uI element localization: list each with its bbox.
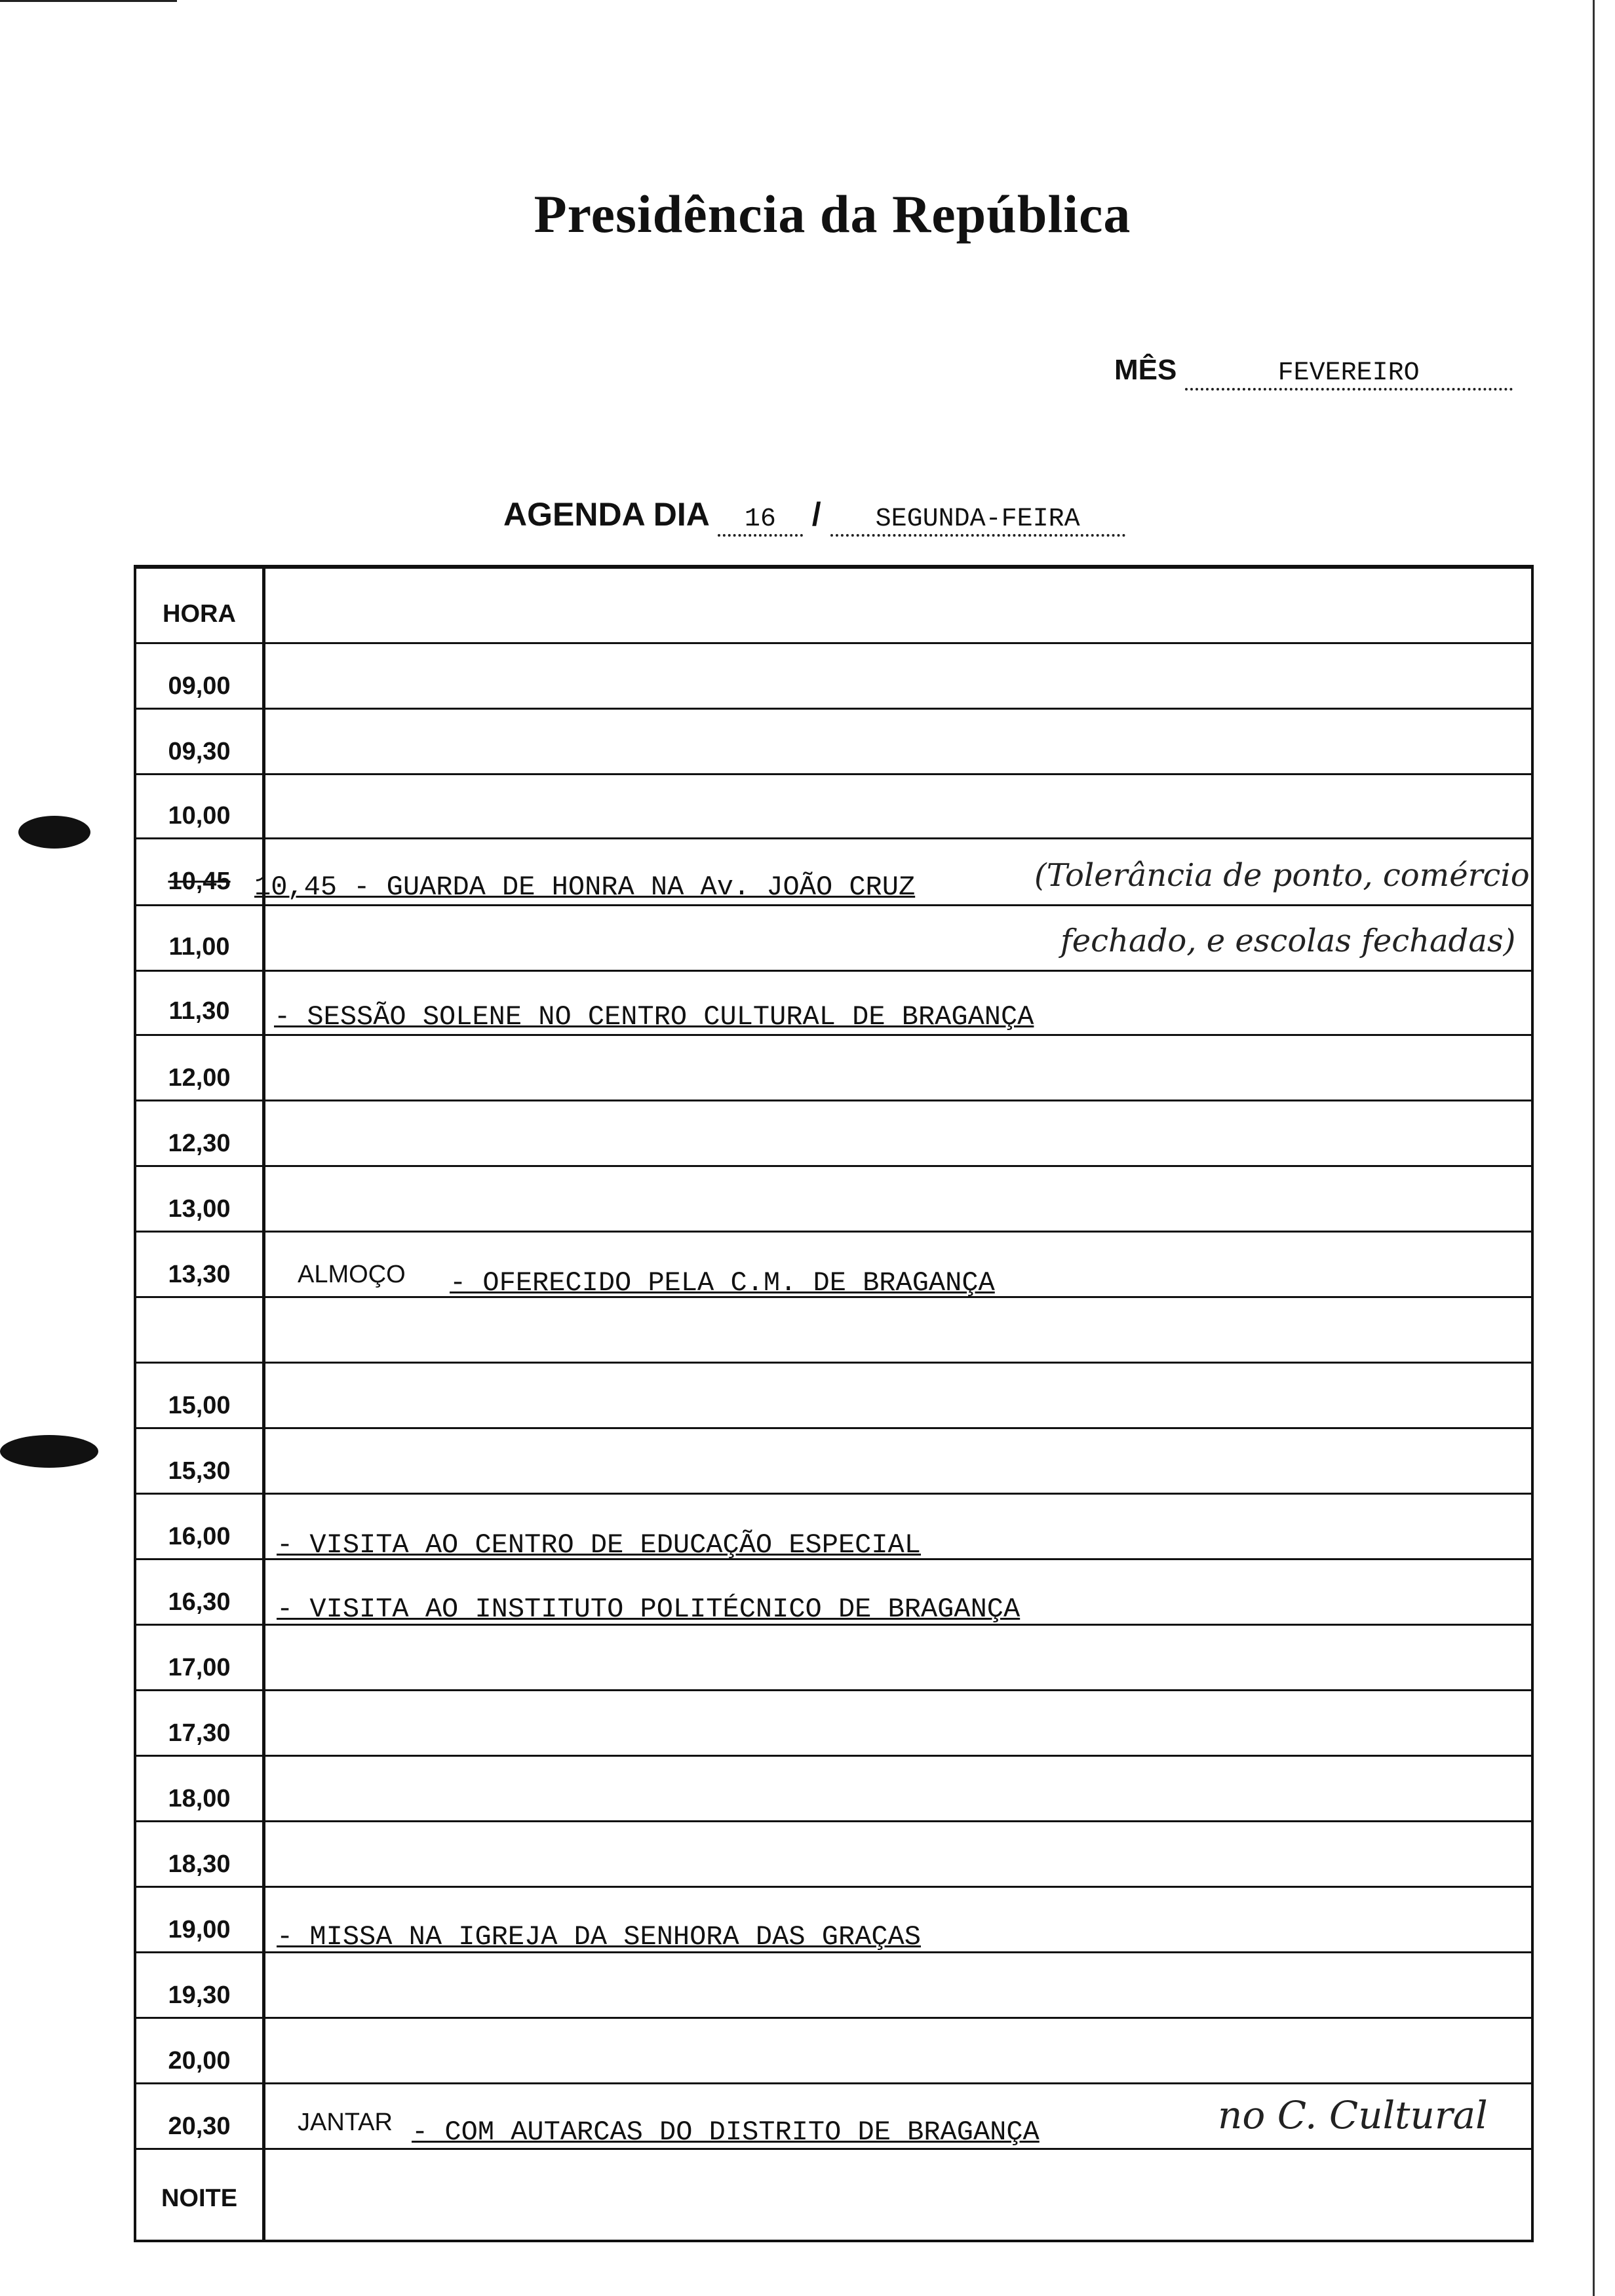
entry-1130: - SESSÃO SOLENE NO CENTRO CULTURAL DE BRAGANÇA [274,1001,1034,1033]
hour-label: 13,30 [168,1261,231,1288]
row-divider [136,1820,1531,1822]
row-divider [136,904,1531,906]
row-divider [136,1034,1531,1036]
hour-label: 12,30 [168,1130,231,1157]
corner-rule [0,0,177,2]
hour-label: 12,00 [168,1064,231,1092]
entry-1630: - VISITA AO INSTITUTO POLITÉCNICO DE BRAGANÇA [277,1594,1021,1625]
month-value: FEVEREIRO [1185,358,1513,391]
row-divider [136,1100,1531,1101]
handwritten-note: (Tolerância de ponto, comércio [1034,857,1530,894]
agenda-table [134,565,1534,2242]
hour-label: 15,00 [168,1392,231,1419]
hour-label: 18,30 [168,1850,231,1878]
row-divider [136,1493,1531,1495]
hour-label: 17,00 [168,1654,231,1681]
row-divider [136,970,1531,972]
date-separator: / [811,496,821,533]
hour-label: 13,00 [168,1195,231,1223]
month-field [1114,354,1513,391]
right-edge-rule [1593,0,1595,2296]
hour-label: 20,00 [168,2047,231,2075]
row-divider [136,1886,1531,1888]
row-divider [136,1689,1531,1691]
row-divider [136,1362,1531,1364]
binder-hole-mark [0,1435,98,1468]
row-divider [136,1427,1531,1429]
row-divider [136,2082,1531,2084]
day-value: 16 [718,505,803,537]
hour-label: 11,30 [168,997,230,1025]
hour-label: 17,30 [168,1719,231,1747]
row-divider [136,837,1531,839]
row-divider [136,642,1531,644]
hour-label: NOITE [161,2185,238,2212]
hour-label: 10,45 [168,868,231,895]
hour-label: 18,00 [168,1785,231,1812]
row-divider [136,1755,1531,1757]
hour-label: 19,00 [168,1916,231,1943]
hour-label: 16,30 [168,1588,231,1616]
hour-label: 10,00 [168,802,231,830]
entry-1045: 10,45 - GUARDA DE HONRA NA Av. JOÃO CRUZ [254,871,916,903]
lunch-label: ALMOÇO [298,1261,406,1288]
hour-label: 20,30 [168,2113,231,2140]
page-title: Presidência da República [534,184,1131,244]
hour-label: 11,00 [168,933,230,961]
hour-label: 15,30 [168,1457,231,1485]
agenda-day-field [503,495,1125,537]
hour-label: 09,30 [168,738,231,765]
row-divider [136,2148,1531,2150]
hour-label: 09,00 [168,672,231,700]
hour-label: 19,30 [168,1981,231,2009]
handwritten-note: fechado, e escolas fechadas) [1060,923,1516,959]
row-divider [136,1231,1531,1233]
row-divider [136,1165,1531,1167]
row-divider [136,2017,1531,2019]
row-divider [136,773,1531,775]
dinner-label: JANTAR [298,2109,393,2136]
row-divider [136,708,1531,710]
entry-1330: - OFERECIDO PELA C.M. DE BRAGANÇA [450,1267,995,1299]
hour-header: HORA [163,600,236,628]
month-label: MÊS [1114,354,1177,386]
hour-label: 16,00 [168,1523,231,1550]
entry-1900: - MISSA NA IGREJA DA SENHORA DAS GRAÇAS [277,1921,921,1953]
handwritten-note: no C. Cultural [1218,2093,1488,2137]
weekday-value: SEGUNDA-FEIRA [830,505,1125,537]
entry-2030: - COM AUTARCAS DO DISTRITO DE BRAGANÇA [412,2116,1040,2148]
agenda-label: AGENDA DIA [503,496,709,533]
entry-1600: - VISITA AO CENTRO DE EDUCAÇÃO ESPECIAL [277,1529,921,1561]
binder-hole-mark [18,816,90,849]
